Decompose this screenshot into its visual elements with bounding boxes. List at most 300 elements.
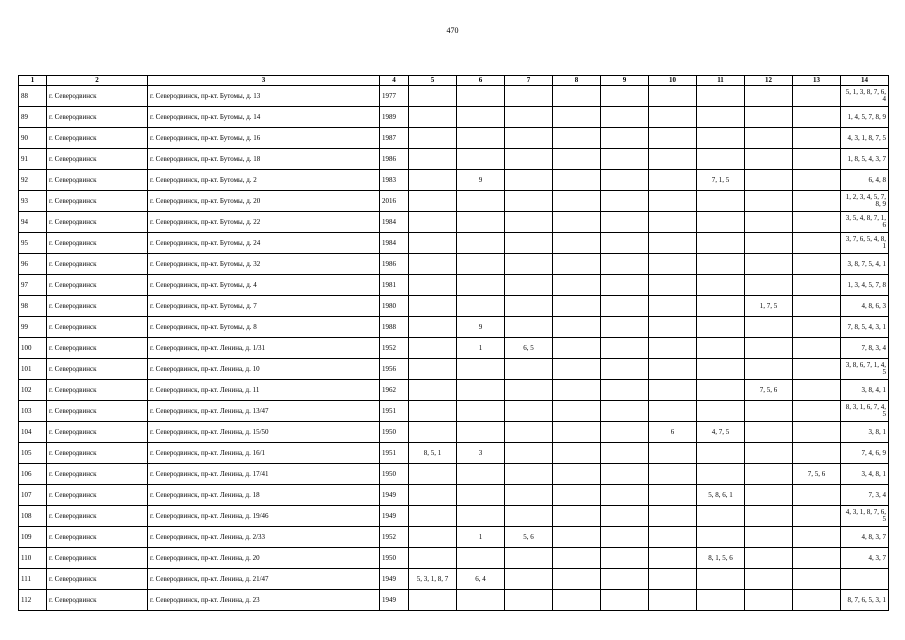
col-12-cell bbox=[745, 86, 793, 107]
year-built-cell: 1986 bbox=[380, 254, 409, 275]
address-cell: г. Северодвинск, пр-кт. Ленина, д. 1/31 bbox=[148, 338, 380, 359]
address-cell: г. Северодвинск, пр-кт. Бутомы, д. 14 bbox=[148, 107, 380, 128]
col-8-cell bbox=[553, 527, 601, 548]
col-14-cell: 1, 2, 3, 4, 5, 7, 8, 9 bbox=[841, 191, 889, 212]
col-11-cell bbox=[697, 212, 745, 233]
col-14-cell: 7, 8, 3, 4 bbox=[841, 338, 889, 359]
table-row bbox=[19, 86, 889, 107]
col-7-cell bbox=[505, 422, 553, 443]
col-10-cell bbox=[649, 233, 697, 254]
row-number-cell: 95 bbox=[19, 233, 47, 254]
year-built-cell: 1952 bbox=[380, 338, 409, 359]
table-row bbox=[19, 212, 889, 233]
col-6-cell bbox=[457, 212, 505, 233]
col-8-cell bbox=[553, 422, 601, 443]
col-10-cell bbox=[649, 212, 697, 233]
col-7-cell bbox=[505, 128, 553, 149]
address-cell: г. Северодвинск, пр-кт. Ленина, д. 2/33 bbox=[148, 527, 380, 548]
col-9-cell bbox=[601, 548, 649, 569]
year-built-cell: 1989 bbox=[380, 107, 409, 128]
col-10-cell bbox=[649, 296, 697, 317]
col-11-cell bbox=[697, 296, 745, 317]
row-number-cell: 104 bbox=[19, 422, 47, 443]
col-5-cell bbox=[409, 422, 457, 443]
col-6-cell: 3 bbox=[457, 443, 505, 464]
year-built-cell: 1951 bbox=[380, 401, 409, 422]
col-9-cell bbox=[601, 527, 649, 548]
address-cell: г. Северодвинск, пр-кт. Ленина, д. 23 bbox=[148, 590, 380, 611]
col-8-cell bbox=[553, 506, 601, 527]
col-8-cell bbox=[553, 170, 601, 191]
col-11-cell bbox=[697, 338, 745, 359]
row-number-cell: 92 bbox=[19, 170, 47, 191]
col-10-cell bbox=[649, 443, 697, 464]
locality-cell: г. Северодвинск bbox=[47, 170, 148, 191]
address-cell: г. Северодвинск, пр-кт. Ленина, д. 17/41 bbox=[148, 464, 380, 485]
col-14-cell: 7, 4, 6, 9 bbox=[841, 443, 889, 464]
col-7-cell bbox=[505, 191, 553, 212]
table-row bbox=[19, 464, 889, 485]
col-12-cell bbox=[745, 359, 793, 380]
table-row bbox=[19, 107, 889, 128]
col-13-cell bbox=[793, 338, 841, 359]
col-10-cell bbox=[649, 464, 697, 485]
col-11-cell: 4, 7, 5 bbox=[697, 422, 745, 443]
locality-cell: г. Северодвинск bbox=[47, 338, 148, 359]
col-9-cell bbox=[601, 212, 649, 233]
col-5-cell bbox=[409, 191, 457, 212]
col-13-cell bbox=[793, 548, 841, 569]
column-header: 6 bbox=[457, 76, 505, 86]
col-9-cell bbox=[601, 359, 649, 380]
col-11-cell bbox=[697, 254, 745, 275]
col-13-cell bbox=[793, 128, 841, 149]
col-13-cell bbox=[793, 296, 841, 317]
row-number-cell: 111 bbox=[19, 569, 47, 590]
housing-register-table bbox=[18, 75, 889, 611]
col-6-cell bbox=[457, 191, 505, 212]
col-9-cell bbox=[601, 401, 649, 422]
col-10-cell bbox=[649, 401, 697, 422]
column-header: 9 bbox=[601, 76, 649, 86]
year-built-cell: 1950 bbox=[380, 464, 409, 485]
col-11-cell bbox=[697, 359, 745, 380]
col-7-cell bbox=[505, 401, 553, 422]
col-13-cell bbox=[793, 380, 841, 401]
col-8-cell bbox=[553, 464, 601, 485]
table-row bbox=[19, 401, 889, 422]
locality-cell: г. Северодвинск bbox=[47, 254, 148, 275]
col-10-cell bbox=[649, 128, 697, 149]
year-built-cell: 1983 bbox=[380, 170, 409, 191]
col-9-cell bbox=[601, 296, 649, 317]
address-cell: г. Северодвинск, пр-кт. Бутомы, д. 4 bbox=[148, 275, 380, 296]
col-9-cell bbox=[601, 422, 649, 443]
col-9-cell bbox=[601, 275, 649, 296]
locality-cell: г. Северодвинск bbox=[47, 128, 148, 149]
col-11-cell bbox=[697, 506, 745, 527]
col-6-cell bbox=[457, 464, 505, 485]
col-5-cell bbox=[409, 359, 457, 380]
address-cell: г. Северодвинск, пр-кт. Ленина, д. 11 bbox=[148, 380, 380, 401]
col-14-cell: 5, 1, 3, 8, 7, 6, 4 bbox=[841, 86, 889, 107]
row-number-cell: 109 bbox=[19, 527, 47, 548]
col-10-cell: 6 bbox=[649, 422, 697, 443]
col-9-cell bbox=[601, 254, 649, 275]
col-5-cell bbox=[409, 380, 457, 401]
col-6-cell: 1 bbox=[457, 527, 505, 548]
year-built-cell: 1977 bbox=[380, 86, 409, 107]
row-number-cell: 106 bbox=[19, 464, 47, 485]
row-number-cell: 105 bbox=[19, 443, 47, 464]
address-cell: г. Северодвинск, пр-кт. Ленина, д. 10 bbox=[148, 359, 380, 380]
col-9-cell bbox=[601, 380, 649, 401]
address-cell: г. Северодвинск, пр-кт. Бутомы, д. 18 bbox=[148, 149, 380, 170]
column-header: 13 bbox=[793, 76, 841, 86]
col-13-cell bbox=[793, 506, 841, 527]
address-cell: г. Северодвинск, пр-кт. Бутомы, д. 8 bbox=[148, 317, 380, 338]
col-14-cell: 3, 5, 4, 8, 7, 1, 6 bbox=[841, 212, 889, 233]
col-12-cell bbox=[745, 485, 793, 506]
address-cell: г. Северодвинск, пр-кт. Ленина, д. 16/1 bbox=[148, 443, 380, 464]
col-14-cell: 3, 8, 4, 1 bbox=[841, 380, 889, 401]
col-14-cell: 3, 8, 7, 5, 4, 1 bbox=[841, 254, 889, 275]
col-6-cell bbox=[457, 590, 505, 611]
col-14-cell: 3, 7, 6, 5, 4, 8, 1 bbox=[841, 233, 889, 254]
locality-cell: г. Северодвинск bbox=[47, 527, 148, 548]
col-14-cell: 3, 8, 1 bbox=[841, 422, 889, 443]
year-built-cell: 1952 bbox=[380, 527, 409, 548]
col-8-cell bbox=[553, 443, 601, 464]
column-header: 4 bbox=[380, 76, 409, 86]
table-row bbox=[19, 170, 889, 191]
col-6-cell bbox=[457, 233, 505, 254]
address-cell: г. Северодвинск, пр-кт. Бутомы, д. 13 bbox=[148, 86, 380, 107]
col-14-cell: 4, 8, 6, 3 bbox=[841, 296, 889, 317]
col-12-cell bbox=[745, 569, 793, 590]
col-8-cell bbox=[553, 212, 601, 233]
row-number-cell: 96 bbox=[19, 254, 47, 275]
col-12-cell bbox=[745, 212, 793, 233]
col-6-cell bbox=[457, 275, 505, 296]
column-header: 7 bbox=[505, 76, 553, 86]
col-13-cell bbox=[793, 149, 841, 170]
year-built-cell: 1962 bbox=[380, 380, 409, 401]
col-10-cell bbox=[649, 107, 697, 128]
row-number-cell: 110 bbox=[19, 548, 47, 569]
col-12-cell bbox=[745, 548, 793, 569]
col-12-cell bbox=[745, 527, 793, 548]
col-13-cell bbox=[793, 485, 841, 506]
col-7-cell bbox=[505, 149, 553, 170]
col-13-cell bbox=[793, 275, 841, 296]
col-11-cell bbox=[697, 590, 745, 611]
table-row bbox=[19, 380, 889, 401]
locality-cell: г. Северодвинск bbox=[47, 506, 148, 527]
col-5-cell bbox=[409, 128, 457, 149]
col-13-cell bbox=[793, 422, 841, 443]
col-12-cell bbox=[745, 149, 793, 170]
col-13-cell bbox=[793, 254, 841, 275]
address-cell: г. Северодвинск, пр-кт. Ленина, д. 21/47 bbox=[148, 569, 380, 590]
col-9-cell bbox=[601, 317, 649, 338]
col-9-cell bbox=[601, 128, 649, 149]
col-7-cell bbox=[505, 548, 553, 569]
year-built-cell: 1984 bbox=[380, 233, 409, 254]
column-header: 11 bbox=[697, 76, 745, 86]
col-5-cell bbox=[409, 506, 457, 527]
col-10-cell bbox=[649, 590, 697, 611]
col-6-cell bbox=[457, 485, 505, 506]
col-11-cell bbox=[697, 527, 745, 548]
col-10-cell bbox=[649, 359, 697, 380]
col-9-cell bbox=[601, 485, 649, 506]
col-12-cell bbox=[745, 254, 793, 275]
col-10-cell bbox=[649, 548, 697, 569]
locality-cell: г. Северодвинск bbox=[47, 590, 148, 611]
col-8-cell bbox=[553, 254, 601, 275]
col-14-cell: 4, 3, 7 bbox=[841, 548, 889, 569]
address-cell: г. Северодвинск, пр-кт. Бутомы, д. 24 bbox=[148, 233, 380, 254]
col-11-cell: 8, 1, 5, 6 bbox=[697, 548, 745, 569]
row-number-cell: 101 bbox=[19, 359, 47, 380]
col-5-cell bbox=[409, 548, 457, 569]
col-8-cell bbox=[553, 128, 601, 149]
col-7-cell bbox=[505, 380, 553, 401]
locality-cell: г. Северодвинск bbox=[47, 380, 148, 401]
address-cell: г. Северодвинск, пр-кт. Бутомы, д. 32 bbox=[148, 254, 380, 275]
col-6-cell bbox=[457, 380, 505, 401]
address-cell: г. Северодвинск, пр-кт. Ленина, д. 13/47 bbox=[148, 401, 380, 422]
col-13-cell bbox=[793, 590, 841, 611]
col-9-cell bbox=[601, 86, 649, 107]
col-5-cell bbox=[409, 338, 457, 359]
col-11-cell bbox=[697, 275, 745, 296]
year-built-cell: 1984 bbox=[380, 212, 409, 233]
col-5-cell bbox=[409, 170, 457, 191]
col-12-cell bbox=[745, 422, 793, 443]
row-number-cell: 98 bbox=[19, 296, 47, 317]
address-cell: г. Северодвинск, пр-кт. Ленина, д. 19/46 bbox=[148, 506, 380, 527]
column-header: 5 bbox=[409, 76, 457, 86]
col-10-cell bbox=[649, 527, 697, 548]
col-7-cell bbox=[505, 569, 553, 590]
col-13-cell: 7, 5, 6 bbox=[793, 464, 841, 485]
col-8-cell bbox=[553, 86, 601, 107]
table-row bbox=[19, 191, 889, 212]
col-13-cell bbox=[793, 527, 841, 548]
col-5-cell bbox=[409, 464, 457, 485]
year-built-cell: 1986 bbox=[380, 149, 409, 170]
year-built-cell: 1956 bbox=[380, 359, 409, 380]
col-6-cell: 9 bbox=[457, 170, 505, 191]
col-10-cell bbox=[649, 149, 697, 170]
locality-cell: г. Северодвинск bbox=[47, 464, 148, 485]
year-built-cell: 1988 bbox=[380, 317, 409, 338]
col-6-cell bbox=[457, 401, 505, 422]
col-9-cell bbox=[601, 149, 649, 170]
year-built-cell: 1950 bbox=[380, 422, 409, 443]
col-11-cell bbox=[697, 128, 745, 149]
locality-cell: г. Северодвинск bbox=[47, 233, 148, 254]
col-14-cell: 1, 3, 4, 5, 7, 8 bbox=[841, 275, 889, 296]
register-body bbox=[19, 86, 889, 611]
locality-cell: г. Северодвинск bbox=[47, 569, 148, 590]
row-number-cell: 102 bbox=[19, 380, 47, 401]
col-7-cell bbox=[505, 254, 553, 275]
col-10-cell bbox=[649, 86, 697, 107]
row-number-cell: 99 bbox=[19, 317, 47, 338]
col-9-cell bbox=[601, 233, 649, 254]
col-8-cell bbox=[553, 548, 601, 569]
col-14-cell: 1, 8, 5, 4, 3, 7 bbox=[841, 149, 889, 170]
col-5-cell bbox=[409, 485, 457, 506]
col-12-cell bbox=[745, 233, 793, 254]
col-6-cell: 9 bbox=[457, 317, 505, 338]
col-12-cell bbox=[745, 506, 793, 527]
col-8-cell bbox=[553, 149, 601, 170]
col-14-cell: 4, 8, 3, 7 bbox=[841, 527, 889, 548]
table-row bbox=[19, 527, 889, 548]
col-11-cell bbox=[697, 149, 745, 170]
col-13-cell bbox=[793, 212, 841, 233]
col-11-cell bbox=[697, 443, 745, 464]
row-number-cell: 112 bbox=[19, 590, 47, 611]
col-13-cell bbox=[793, 443, 841, 464]
col-11-cell bbox=[697, 86, 745, 107]
locality-cell: г. Северодвинск bbox=[47, 191, 148, 212]
locality-cell: г. Северодвинск bbox=[47, 275, 148, 296]
col-8-cell bbox=[553, 569, 601, 590]
col-6-cell: 6, 4 bbox=[457, 569, 505, 590]
address-cell: г. Северодвинск, пр-кт. Ленина, д. 18 bbox=[148, 485, 380, 506]
col-6-cell bbox=[457, 107, 505, 128]
col-11-cell: 5, 8, 6, 1 bbox=[697, 485, 745, 506]
column-header: 2 bbox=[47, 76, 148, 86]
col-7-cell bbox=[505, 590, 553, 611]
col-6-cell bbox=[457, 359, 505, 380]
col-14-cell bbox=[841, 569, 889, 590]
col-12-cell bbox=[745, 128, 793, 149]
col-14-cell: 3, 4, 8, 1 bbox=[841, 464, 889, 485]
table-row bbox=[19, 296, 889, 317]
col-7-cell bbox=[505, 233, 553, 254]
col-6-cell: 1 bbox=[457, 338, 505, 359]
column-header: 10 bbox=[649, 76, 697, 86]
row-number-cell: 108 bbox=[19, 506, 47, 527]
col-13-cell bbox=[793, 401, 841, 422]
col-7-cell bbox=[505, 464, 553, 485]
col-11-cell bbox=[697, 569, 745, 590]
col-7-cell bbox=[505, 485, 553, 506]
table-row bbox=[19, 569, 889, 590]
col-5-cell bbox=[409, 86, 457, 107]
col-10-cell bbox=[649, 254, 697, 275]
col-10-cell bbox=[649, 170, 697, 191]
col-10-cell bbox=[649, 569, 697, 590]
col-5-cell bbox=[409, 107, 457, 128]
col-14-cell: 6, 4, 8 bbox=[841, 170, 889, 191]
col-9-cell bbox=[601, 107, 649, 128]
col-9-cell bbox=[601, 569, 649, 590]
table-row bbox=[19, 233, 889, 254]
column-header: 3 bbox=[148, 76, 380, 86]
year-built-cell: 1949 bbox=[380, 569, 409, 590]
year-built-cell: 1949 bbox=[380, 485, 409, 506]
col-9-cell bbox=[601, 338, 649, 359]
col-5-cell bbox=[409, 212, 457, 233]
year-built-cell: 1987 bbox=[380, 128, 409, 149]
col-8-cell bbox=[553, 590, 601, 611]
col-9-cell bbox=[601, 170, 649, 191]
address-cell: г. Северодвинск, пр-кт. Бутомы, д. 20 bbox=[148, 191, 380, 212]
locality-cell: г. Северодвинск bbox=[47, 485, 148, 506]
table-row bbox=[19, 317, 889, 338]
address-cell: г. Северодвинск, пр-кт. Ленина, д. 15/50 bbox=[148, 422, 380, 443]
locality-cell: г. Северодвинск bbox=[47, 443, 148, 464]
table-row bbox=[19, 149, 889, 170]
col-8-cell bbox=[553, 317, 601, 338]
col-10-cell bbox=[649, 275, 697, 296]
address-cell: г. Северодвинск, пр-кт. Бутомы, д. 16 bbox=[148, 128, 380, 149]
col-8-cell bbox=[553, 296, 601, 317]
col-6-cell bbox=[457, 86, 505, 107]
col-6-cell bbox=[457, 149, 505, 170]
row-number-cell: 107 bbox=[19, 485, 47, 506]
table-row bbox=[19, 548, 889, 569]
col-7-cell bbox=[505, 296, 553, 317]
col-8-cell bbox=[553, 401, 601, 422]
table-row bbox=[19, 590, 889, 611]
col-12-cell bbox=[745, 317, 793, 338]
col-12-cell bbox=[745, 443, 793, 464]
col-11-cell bbox=[697, 464, 745, 485]
row-number-cell: 97 bbox=[19, 275, 47, 296]
col-11-cell bbox=[697, 380, 745, 401]
locality-cell: г. Северодвинск bbox=[47, 149, 148, 170]
col-9-cell bbox=[601, 443, 649, 464]
col-5-cell bbox=[409, 254, 457, 275]
row-number-cell: 89 bbox=[19, 107, 47, 128]
locality-cell: г. Северодвинск bbox=[47, 359, 148, 380]
col-8-cell bbox=[553, 380, 601, 401]
col-8-cell bbox=[553, 485, 601, 506]
col-12-cell bbox=[745, 590, 793, 611]
col-7-cell bbox=[505, 359, 553, 380]
col-5-cell bbox=[409, 296, 457, 317]
row-number-cell: 91 bbox=[19, 149, 47, 170]
col-7-cell: 5, 6 bbox=[505, 527, 553, 548]
col-11-cell bbox=[697, 233, 745, 254]
table-row bbox=[19, 422, 889, 443]
col-6-cell bbox=[457, 254, 505, 275]
page-number: 470 bbox=[446, 26, 459, 35]
table-row bbox=[19, 254, 889, 275]
locality-cell: г. Северодвинск bbox=[47, 86, 148, 107]
col-7-cell: 6, 5 bbox=[505, 338, 553, 359]
column-header: 8 bbox=[553, 76, 601, 86]
col-8-cell bbox=[553, 191, 601, 212]
col-6-cell bbox=[457, 296, 505, 317]
locality-cell: г. Северодвинск bbox=[47, 296, 148, 317]
col-7-cell bbox=[505, 275, 553, 296]
col-10-cell bbox=[649, 338, 697, 359]
address-cell: г. Северодвинск, пр-кт. Ленина, д. 20 bbox=[148, 548, 380, 569]
col-10-cell bbox=[649, 191, 697, 212]
col-13-cell bbox=[793, 191, 841, 212]
col-10-cell bbox=[649, 317, 697, 338]
col-13-cell bbox=[793, 86, 841, 107]
